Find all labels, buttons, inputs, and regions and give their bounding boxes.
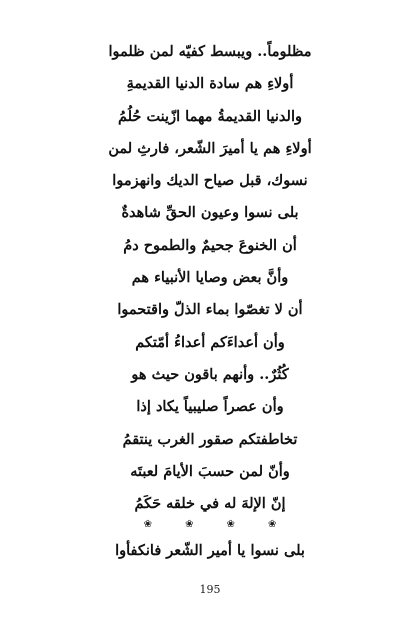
flower-ornament-icon: ❀ [268,519,277,530]
poem-verses [0,36,420,520]
poem-line: وأن عصراً صليبياً يكاد إذا [136,398,284,416]
poem-line: أن الخنوعَ جحيمٌ والطموح دمُ [123,236,297,254]
poem-line: أولاءِ هم يا أميرَ الشّعر، فارثِ لمن [108,139,312,157]
poem-line: نسوك، قبل صياح الديك وانهزموا [112,172,308,190]
page-number: 195 [199,583,221,596]
flower-ornament-icon: ❀ [143,519,152,530]
poem-line: تخاطفتكم صقور الغرب ينتقمُ [122,430,298,448]
closing-verse: بلى نسوا يا أمير الشّعر فانكفأوا [115,542,305,559]
poem-line: بلى نسوا وعيون الحقِّ شاهدةٌ [121,204,299,222]
poem-line: وأنّ لمن حسبَ الأيامَ لعبتَه [130,462,290,480]
section-divider [0,512,420,532]
poem-line: وأن أعداءَكم أعداءُ أمّتكم [135,333,285,351]
flower-ornament-icon: ❀ [185,519,194,530]
poem-line: أن لا تغصّوا بماء الذلّ واقتحموا [117,301,303,319]
flower-ornament-icon: ❀ [226,519,235,530]
poem-line: أولاءِ هم سادة الدنيا القديمةِ [126,75,294,93]
poem-line: والدنيا القديمةُ مهما ازّينت حُلُمُ [117,107,302,125]
poem-line: مظلوماً.. ويبسط كفيّه لمن ظلموا [108,43,312,60]
poem-line: كُثُرٌ.. وأنهم باقون حيث هو [131,365,289,383]
poem-line: إنّ الإلهَ له في خلقه حَكَمُ [134,495,286,513]
poem-line: وأنَّ بعض وصايا الأنبياء هم [131,269,289,287]
